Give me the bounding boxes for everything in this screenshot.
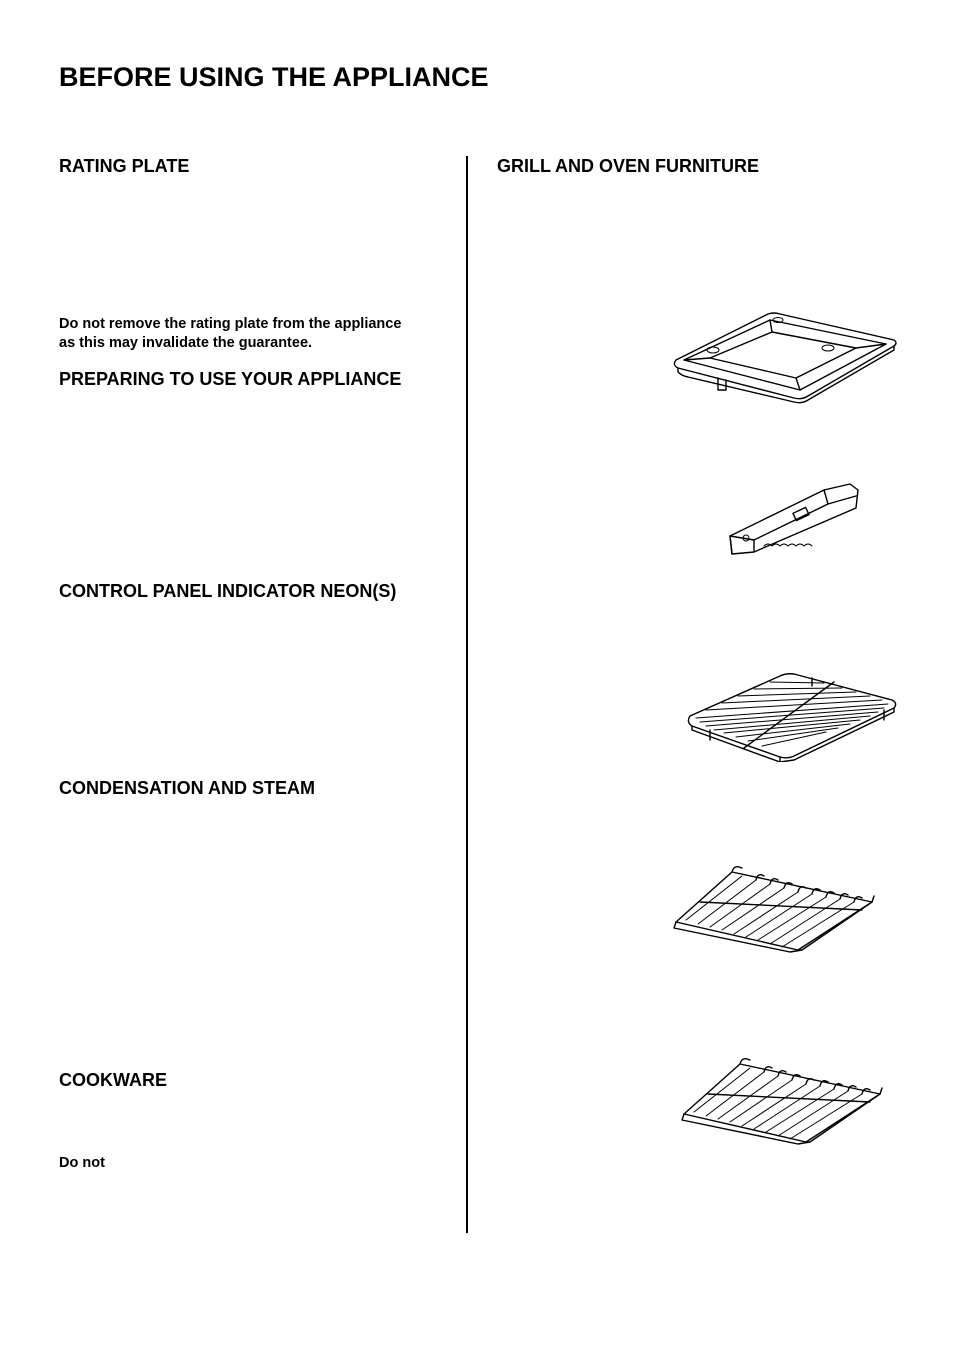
rating-plate-heading: RATING PLATE <box>59 156 190 176</box>
grill-pan-handle-icon <box>724 480 864 563</box>
cookware-note: Do not <box>59 1155 105 1171</box>
grill-pan-icon <box>668 310 900 411</box>
furniture-heading: GRILL AND OVEN FURNITURE <box>497 156 760 176</box>
preparing-heading: PREPARING TO USE YOUR APPLIANCE <box>59 369 402 389</box>
rating-plate-note-line1: Do not remove the rating plate from the appliance <box>59 316 402 332</box>
rating-plate-note <box>59 315 459 353</box>
page-title: BEFORE USING THE APPLIANCE <box>59 62 489 92</box>
oven-shelf-icon <box>672 862 878 959</box>
column-divider <box>466 156 468 1233</box>
rating-plate-note-line2: as this may invalidate the guarantee. <box>59 335 313 351</box>
cookware-heading: COOKWARE <box>59 1070 167 1090</box>
condensation-heading: CONDENSATION AND STEAM <box>59 778 315 798</box>
grill-pan-grid-icon <box>684 670 902 767</box>
oven-shelf-icon <box>680 1054 886 1151</box>
control-panel-heading: CONTROL PANEL INDICATOR NEON(S) <box>59 581 397 601</box>
